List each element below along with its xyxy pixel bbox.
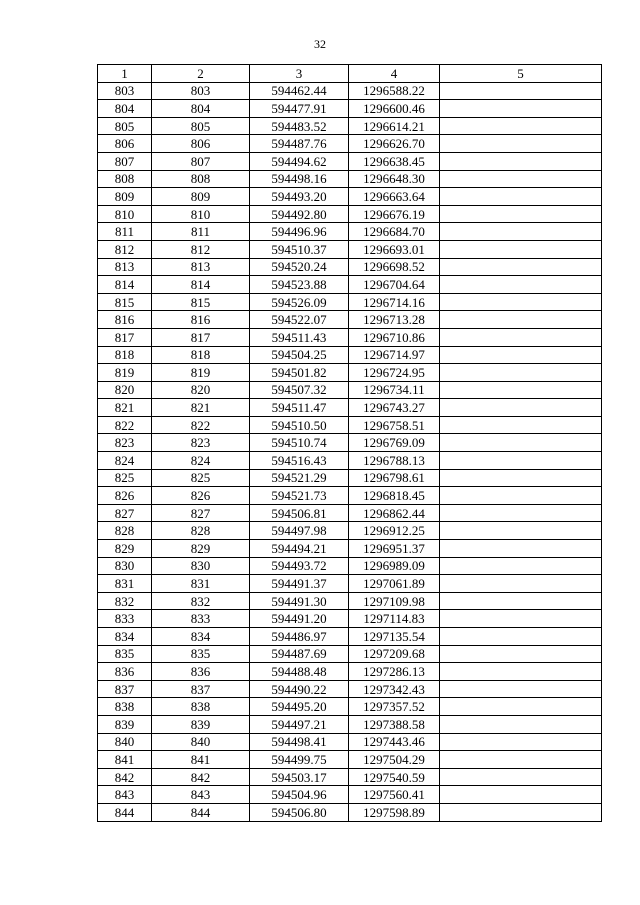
table-cell-col-1: 823 (98, 434, 152, 452)
table-cell-col-1: 805 (98, 117, 152, 135)
table-cell-col-1: 812 (98, 240, 152, 258)
table-row (98, 452, 602, 470)
table-cell-col-1: 829 (98, 540, 152, 558)
table-cell-col-3: 594494.62 (250, 152, 349, 170)
table-row (98, 557, 602, 575)
table-cell-col-1: 831 (98, 575, 152, 593)
table-cell-col-5 (440, 399, 602, 417)
table-cell-col-2: 815 (152, 293, 250, 311)
table-row (98, 346, 602, 364)
table-cell-col-4: 1296743.27 (349, 399, 440, 417)
table-cell-col-1: 814 (98, 276, 152, 294)
table-cell-col-4: 1296626.70 (349, 135, 440, 153)
table-cell-col-2: 834 (152, 628, 250, 646)
table-cell-col-5 (440, 575, 602, 593)
table-cell-col-4: 1296693.01 (349, 240, 440, 258)
table-cell-col-1: 841 (98, 751, 152, 769)
table-cell-col-1: 808 (98, 170, 152, 188)
table-cell-col-4: 1296710.86 (349, 328, 440, 346)
table-cell-col-5 (440, 680, 602, 698)
table-row (98, 170, 602, 188)
table-cell-col-3: 594490.22 (250, 680, 349, 698)
table-row (98, 786, 602, 804)
table-row (98, 733, 602, 751)
table-cell-col-5 (440, 610, 602, 628)
table-row (98, 328, 602, 346)
table-cell-col-3: 594521.73 (250, 487, 349, 505)
table-cell-col-1: 844 (98, 803, 152, 821)
table-cell-col-3: 594491.20 (250, 610, 349, 628)
table-cell-col-2: 827 (152, 504, 250, 522)
table-cell-col-2: 817 (152, 328, 250, 346)
table-cell-col-2: 836 (152, 663, 250, 681)
table-cell-col-3: 594501.82 (250, 364, 349, 382)
header-cell-4: 4 (349, 65, 440, 83)
table-cell-col-5 (440, 751, 602, 769)
table-cell-col-5 (440, 592, 602, 610)
table-cell-col-4: 1297540.59 (349, 768, 440, 786)
table-cell-col-2: 831 (152, 575, 250, 593)
table-cell-col-1: 809 (98, 188, 152, 206)
table-row (98, 698, 602, 716)
table-cell-col-1: 832 (98, 592, 152, 610)
table-cell-col-5 (440, 663, 602, 681)
table-cell-col-2: 839 (152, 715, 250, 733)
table-cell-col-3: 594506.81 (250, 504, 349, 522)
table-cell-col-3: 594523.88 (250, 276, 349, 294)
table-cell-col-5 (440, 768, 602, 786)
table-row (98, 276, 602, 294)
table-row (98, 540, 602, 558)
table-row (98, 715, 602, 733)
table-cell-col-4: 1296704.64 (349, 276, 440, 294)
table-cell-col-5 (440, 628, 602, 646)
table-row (98, 434, 602, 452)
table-cell-col-5 (440, 82, 602, 100)
table-cell-col-5 (440, 540, 602, 558)
table-cell-col-2: 825 (152, 469, 250, 487)
table-cell-col-2: 837 (152, 680, 250, 698)
table-cell-col-2: 830 (152, 557, 250, 575)
table-cell-col-4: 1297388.58 (349, 715, 440, 733)
table-cell-col-5 (440, 100, 602, 118)
table-cell-col-1: 817 (98, 328, 152, 346)
table-cell-col-2: 810 (152, 205, 250, 223)
page-number: 32 (314, 37, 326, 51)
table-row (98, 575, 602, 593)
table-cell-col-5 (440, 522, 602, 540)
table-cell-col-1: 807 (98, 152, 152, 170)
table-cell-col-5 (440, 205, 602, 223)
table-cell-col-1: 836 (98, 663, 152, 681)
table-cell-col-4: 1296714.97 (349, 346, 440, 364)
table-row (98, 645, 602, 663)
table-cell-col-3: 594504.96 (250, 786, 349, 804)
table-cell-col-4: 1296798.61 (349, 469, 440, 487)
table-cell-col-1: 824 (98, 452, 152, 470)
table-cell-col-2: 803 (152, 82, 250, 100)
table-cell-col-4: 1297560.41 (349, 786, 440, 804)
table-cell-col-3: 594516.43 (250, 452, 349, 470)
table-cell-col-3: 594497.21 (250, 715, 349, 733)
table-cell-col-2: 804 (152, 100, 250, 118)
table-cell-col-3: 594486.97 (250, 628, 349, 646)
table-cell-col-3: 594497.98 (250, 522, 349, 540)
table-cell-col-4: 1297209.68 (349, 645, 440, 663)
table-row (98, 610, 602, 628)
table-cell-col-5 (440, 416, 602, 434)
table-cell-col-2: 824 (152, 452, 250, 470)
table-cell-col-1: 803 (98, 82, 152, 100)
table-cell-col-3: 594491.30 (250, 592, 349, 610)
table-cell-col-2: 812 (152, 240, 250, 258)
table-cell-col-3: 594483.52 (250, 117, 349, 135)
table-cell-col-1: 815 (98, 293, 152, 311)
table-row (98, 680, 602, 698)
table-cell-col-3: 594491.37 (250, 575, 349, 593)
table-cell-col-2: 816 (152, 311, 250, 329)
table-cell-col-3: 594492.80 (250, 205, 349, 223)
header-row (98, 65, 602, 83)
table-cell-col-5 (440, 733, 602, 751)
table-row (98, 223, 602, 241)
table-cell-col-3: 594520.24 (250, 258, 349, 276)
table-cell-col-3: 594503.17 (250, 768, 349, 786)
table-cell-col-5 (440, 346, 602, 364)
table-cell-col-5 (440, 645, 602, 663)
table-cell-col-4: 1297504.29 (349, 751, 440, 769)
table-cell-col-2: 806 (152, 135, 250, 153)
table-cell-col-4: 1296600.46 (349, 100, 440, 118)
table-cell-col-2: 833 (152, 610, 250, 628)
table-cell-col-2: 838 (152, 698, 250, 716)
table-row (98, 205, 602, 223)
table-cell-col-5 (440, 803, 602, 821)
table-cell-col-2: 821 (152, 399, 250, 417)
table-cell-col-2: 843 (152, 786, 250, 804)
table-cell-col-1: 840 (98, 733, 152, 751)
table-row (98, 399, 602, 417)
table-cell-col-1: 813 (98, 258, 152, 276)
table-cell-col-3: 594511.43 (250, 328, 349, 346)
table-cell-col-1: 816 (98, 311, 152, 329)
table-cell-col-1: 804 (98, 100, 152, 118)
table-cell-col-5 (440, 786, 602, 804)
table-cell-col-5 (440, 223, 602, 241)
table-cell-col-4: 1296714.16 (349, 293, 440, 311)
table-row (98, 82, 602, 100)
table-cell-col-2: 811 (152, 223, 250, 241)
table-cell-col-3: 594488.48 (250, 663, 349, 681)
table-cell-col-2: 809 (152, 188, 250, 206)
table-cell-col-2: 829 (152, 540, 250, 558)
table-row (98, 592, 602, 610)
table-cell-col-5 (440, 469, 602, 487)
table-row (98, 803, 602, 821)
table-cell-col-5 (440, 311, 602, 329)
table-cell-col-4: 1296989.09 (349, 557, 440, 575)
table-row (98, 188, 602, 206)
table-cell-col-1: 828 (98, 522, 152, 540)
table-cell-col-1: 818 (98, 346, 152, 364)
table-cell-col-2: 814 (152, 276, 250, 294)
table-row (98, 751, 602, 769)
table-cell-col-1: 811 (98, 223, 152, 241)
table-cell-col-5 (440, 487, 602, 505)
table-cell-col-2: 835 (152, 645, 250, 663)
table-cell-col-4: 1296912.25 (349, 522, 440, 540)
table-cell-col-1: 826 (98, 487, 152, 505)
table-cell-col-4: 1297286.13 (349, 663, 440, 681)
table-cell-col-2: 832 (152, 592, 250, 610)
table-cell-col-5 (440, 293, 602, 311)
table-cell-col-3: 594495.20 (250, 698, 349, 716)
table-header (98, 65, 602, 83)
table-cell-col-4: 1296638.45 (349, 152, 440, 170)
table-cell-col-2: 808 (152, 170, 250, 188)
header-cell-3: 3 (250, 65, 349, 83)
table-row (98, 117, 602, 135)
table-row (98, 240, 602, 258)
table-cell-col-3: 594510.74 (250, 434, 349, 452)
coordinates-table (97, 64, 602, 822)
table-cell-col-4: 1297443.46 (349, 733, 440, 751)
table-row (98, 364, 602, 382)
table-cell-col-2: 841 (152, 751, 250, 769)
table-cell-col-4: 1296648.30 (349, 170, 440, 188)
table-cell-col-4: 1296734.11 (349, 381, 440, 399)
table-cell-col-5 (440, 328, 602, 346)
table-row (98, 487, 602, 505)
table-row (98, 504, 602, 522)
table-cell-col-4: 1296614.21 (349, 117, 440, 135)
table-cell-col-5 (440, 434, 602, 452)
table-cell-col-3: 594493.72 (250, 557, 349, 575)
table-cell-col-1: 830 (98, 557, 152, 575)
table-row (98, 768, 602, 786)
table-cell-col-2: 840 (152, 733, 250, 751)
table-cell-col-2: 842 (152, 768, 250, 786)
table-row (98, 628, 602, 646)
table-row (98, 293, 602, 311)
table-row (98, 100, 602, 118)
table-cell-col-3: 594526.09 (250, 293, 349, 311)
table-cell-col-5 (440, 698, 602, 716)
table-row (98, 522, 602, 540)
table-cell-col-4: 1296862.44 (349, 504, 440, 522)
table-cell-col-4: 1297357.52 (349, 698, 440, 716)
table-cell-col-3: 594477.91 (250, 100, 349, 118)
table-cell-col-1: 842 (98, 768, 152, 786)
table-cell-col-2: 807 (152, 152, 250, 170)
table-cell-col-1: 819 (98, 364, 152, 382)
table-cell-col-5 (440, 135, 602, 153)
table-cell-col-5 (440, 188, 602, 206)
table-cell-col-3: 594522.07 (250, 311, 349, 329)
table-cell-col-2: 820 (152, 381, 250, 399)
table-cell-col-2: 828 (152, 522, 250, 540)
table-cell-col-5 (440, 276, 602, 294)
header-cell-2: 2 (152, 65, 250, 83)
table-cell-col-1: 834 (98, 628, 152, 646)
table-cell-col-4: 1297061.89 (349, 575, 440, 593)
table-cell-col-1: 821 (98, 399, 152, 417)
table-cell-col-1: 835 (98, 645, 152, 663)
table-cell-col-3: 594493.20 (250, 188, 349, 206)
table-cell-col-4: 1296724.95 (349, 364, 440, 382)
table-cell-col-4: 1296713.28 (349, 311, 440, 329)
table-cell-col-3: 594496.96 (250, 223, 349, 241)
table-cell-col-2: 813 (152, 258, 250, 276)
table-row (98, 663, 602, 681)
table-cell-col-3: 594494.21 (250, 540, 349, 558)
table-cell-col-3: 594498.16 (250, 170, 349, 188)
table-cell-col-5 (440, 364, 602, 382)
table-row (98, 381, 602, 399)
table-cell-col-3: 594510.50 (250, 416, 349, 434)
table-cell-col-3: 594510.37 (250, 240, 349, 258)
table-cell-col-1: 843 (98, 786, 152, 804)
table-cell-col-3: 594499.75 (250, 751, 349, 769)
table-cell-col-1: 839 (98, 715, 152, 733)
table-row (98, 469, 602, 487)
table-cell-col-1: 833 (98, 610, 152, 628)
table-cell-col-3: 594498.41 (250, 733, 349, 751)
table-cell-col-1: 837 (98, 680, 152, 698)
table-cell-col-4: 1297598.89 (349, 803, 440, 821)
table-cell-col-5 (440, 381, 602, 399)
table-cell-col-4: 1296951.37 (349, 540, 440, 558)
table-cell-col-4: 1296788.13 (349, 452, 440, 470)
table-cell-col-2: 822 (152, 416, 250, 434)
table-cell-col-2: 826 (152, 487, 250, 505)
table-cell-col-5 (440, 715, 602, 733)
table-cell-col-1: 838 (98, 698, 152, 716)
table-body (98, 82, 602, 821)
table-cell-col-5 (440, 117, 602, 135)
table-row (98, 258, 602, 276)
table-cell-col-3: 594521.29 (250, 469, 349, 487)
table-cell-col-1: 822 (98, 416, 152, 434)
table-cell-col-2: 805 (152, 117, 250, 135)
table-cell-col-5 (440, 504, 602, 522)
table-cell-col-2: 823 (152, 434, 250, 452)
table-cell-col-3: 594462.44 (250, 82, 349, 100)
table-cell-col-2: 819 (152, 364, 250, 382)
table-row (98, 135, 602, 153)
table-cell-col-5 (440, 170, 602, 188)
table-cell-col-3: 594507.32 (250, 381, 349, 399)
table-cell-col-4: 1296698.52 (349, 258, 440, 276)
table-cell-col-5 (440, 557, 602, 575)
table-cell-col-4: 1297342.43 (349, 680, 440, 698)
table-cell-col-5 (440, 258, 602, 276)
table-cell-col-4: 1296758.51 (349, 416, 440, 434)
table-row (98, 152, 602, 170)
table-cell-col-1: 820 (98, 381, 152, 399)
table-cell-col-3: 594504.25 (250, 346, 349, 364)
table-cell-col-4: 1296684.70 (349, 223, 440, 241)
table-cell-col-5 (440, 152, 602, 170)
table-cell-col-4: 1297109.98 (349, 592, 440, 610)
table-row (98, 416, 602, 434)
table-cell-col-4: 1296676.19 (349, 205, 440, 223)
table-cell-col-3: 594506.80 (250, 803, 349, 821)
table-cell-col-4: 1297114.83 (349, 610, 440, 628)
table-cell-col-4: 1297135.54 (349, 628, 440, 646)
table-cell-col-1: 810 (98, 205, 152, 223)
table-cell-col-1: 806 (98, 135, 152, 153)
header-cell-1: 1 (98, 65, 152, 83)
header-cell-5: 5 (440, 65, 602, 83)
table-cell-col-4: 1296769.09 (349, 434, 440, 452)
table-row (98, 311, 602, 329)
table-cell-col-4: 1296663.64 (349, 188, 440, 206)
table-cell-col-1: 825 (98, 469, 152, 487)
table-cell-col-3: 594487.76 (250, 135, 349, 153)
table-cell-col-2: 844 (152, 803, 250, 821)
table-cell-col-2: 818 (152, 346, 250, 364)
table-cell-col-1: 827 (98, 504, 152, 522)
table-cell-col-5 (440, 452, 602, 470)
table-cell-col-4: 1296818.45 (349, 487, 440, 505)
table-cell-col-5 (440, 240, 602, 258)
table-cell-col-4: 1296588.22 (349, 82, 440, 100)
table-cell-col-3: 594487.69 (250, 645, 349, 663)
table-cell-col-3: 594511.47 (250, 399, 349, 417)
